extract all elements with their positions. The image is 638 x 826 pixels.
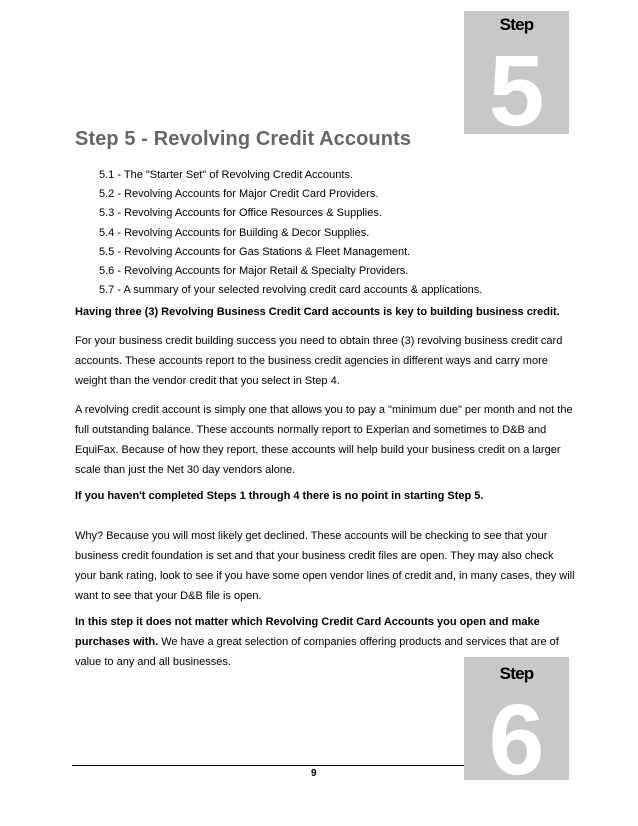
section-list-item: 5.6 - Revolving Accounts for Major Retail & Specialty Providers. [99,264,409,277]
badge-number: 6 [488,684,545,780]
section-list-item: 5.4 - Revolving Accounts for Building & Decor Supplies. [99,226,370,239]
warning-statement: If you haven't completed Steps 1 through 4 there is no point in starting Step 5. [75,490,484,502]
paragraph-rest: We have a great selection of companies offering products and services that are of value to any and all businesses. [75,636,559,668]
footer-rule [72,765,464,766]
section-list-item: 5.2 - Revolving Accounts for Major Credit Card Providers. [99,188,379,201]
section-list-item: 5.3 - Revolving Accounts for Office Resources & Supplies. [99,207,382,220]
body-paragraph: For your business credit building success you need to obtain three (3) revolving business credit card accounts. These accounts report to the business credit agencies in different ways and carry more weight than the vendor credit that you select in Step 4. [75,335,563,387]
body-paragraph: Why? Because you will most likely get declined. These accounts will be checking to see that your business credit foundation is set and that your business credit files are open. They may also check your bank rating, look to see if you have some open vendor lines of credit and, in many cases, they will want to see that your D&B file is open. [75,530,575,602]
badge-number: 5 [488,35,545,134]
lead-in-bold: In this step it does not matter which Revolving Credit Card Accounts you open and make purchases with. [75,616,540,648]
body-paragraph: A revolving credit account is simply one that allows you to pay a "minimum due" per month and not the full outstanding balance. These accounts normally report to Experian and sometimes to D&B and EquiFax. Because of how they report, these accounts will help build your business credit on a larger scale than just the Net 30 day vendors alone. [75,404,573,476]
step-6-badge [464,657,569,780]
section-list-item: 5.1 - The "Starter Set" of Revolving Credit Accounts. [99,169,354,181]
page-title: Step 5 - Revolving Credit Accounts [75,128,412,150]
step-5-badge [464,11,569,134]
section-list [99,166,482,300]
section-list-item: 5.5 - Revolving Accounts for Gas Stations & Fleet Management. [99,245,411,258]
badge-word: Step [499,664,534,683]
key-statement: Having three (3) Revolving Business Credit Card accounts is key to building business credit. [75,306,560,318]
section-list-item: 5.7 - A summary of your selected revolving credit card accounts & applications. [99,284,483,297]
page-number: 9 [311,768,317,779]
badge-word: Step [499,15,534,34]
